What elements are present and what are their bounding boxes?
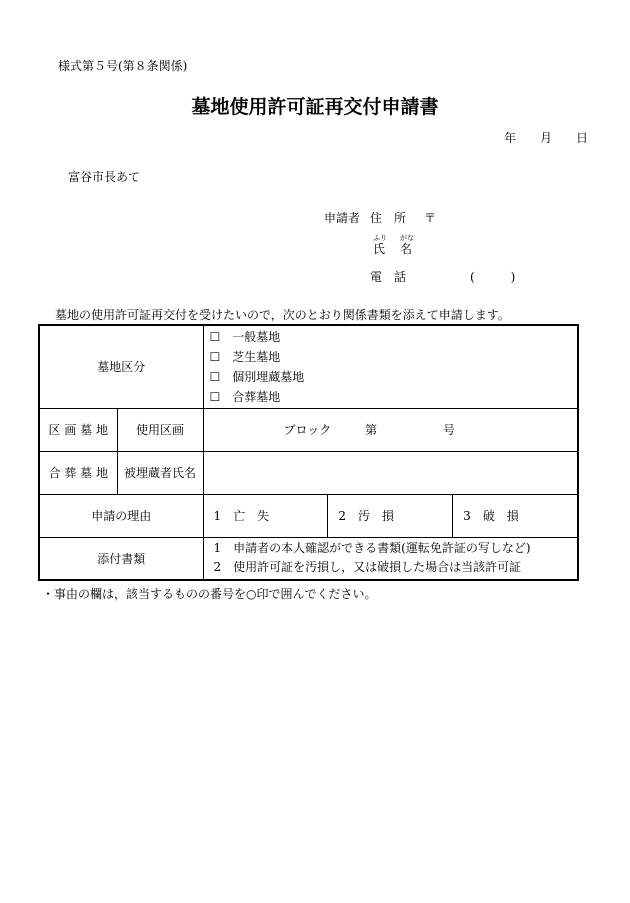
category-option-lawn[interactable]: ☐ 芝生墓地 (209, 349, 281, 364)
date-day-label: 日 (576, 131, 589, 145)
communal-plot-sublabel: 被埋蔵者氏名 (117, 451, 203, 494)
form-number: 様式第５号(第８条関係) (58, 59, 188, 73)
block-label: ブロック (283, 423, 332, 437)
name-ruby-1: ふり (373, 234, 387, 242)
category-option-individual[interactable]: ☐ 個別埋蔵墓地 (209, 369, 305, 384)
phone-parens: ( ) (470, 270, 516, 284)
name-label-2: 名 (400, 242, 413, 256)
attachments-list (203, 537, 578, 580)
date-month-label: 月 (540, 131, 553, 145)
application-form-table (38, 324, 579, 581)
applicant-label: 申請者 (324, 211, 361, 225)
attachment-item-1: 1 申請者の本人確認ができる書類(運転免許証の写しなど) (213, 541, 531, 556)
footnote: ・事由の欄は，該当するものの番号を○印で囲んでください。 (42, 587, 377, 601)
category-label: 墓地区分 (39, 325, 203, 408)
number-prefix: 第 (365, 423, 378, 437)
section-plot-sublabel: 使用区画 (117, 408, 203, 451)
name-label-1: 氏 (373, 242, 386, 256)
attachments-row (39, 537, 578, 580)
section-plot-row (39, 408, 578, 451)
reason-options (203, 494, 578, 537)
category-options (203, 325, 578, 408)
page-title: 墓地使用許可証再交付申請書 (191, 96, 439, 118)
attachment-item-2: 2 使用許可証を汚損し，又は破損した場合は当該許可証 (213, 560, 522, 575)
communal-plot-row (39, 451, 578, 494)
reason-option-soiled[interactable]: 2 汚 損 (327, 495, 452, 537)
section-plot-label: 区 画 墓 地 (39, 408, 117, 451)
number-suffix: 号 (442, 423, 455, 437)
postal-mark: 〒 (424, 211, 437, 225)
reason-label: 申請の理由 (39, 494, 203, 537)
date-year-label: 年 (504, 131, 517, 145)
attachments-label: 添付書類 (39, 537, 203, 580)
category-option-general[interactable]: ☐ 一般墓地 (209, 329, 281, 344)
address-label: 住 所 (370, 211, 407, 225)
category-option-communal[interactable]: ☐ 合葬墓地 (209, 389, 281, 404)
section-plot-value[interactable] (203, 408, 578, 451)
name-ruby-2: がな (400, 234, 414, 242)
phone-label: 電 話 (370, 270, 407, 284)
reason-row (39, 494, 578, 537)
reason-option-damaged[interactable]: 3 破 損 (452, 495, 577, 537)
intro-text: 墓地の使用許可証再交付を受けたいので，次のとおり関係書類を添えて申請します。 (55, 308, 510, 322)
interred-name-field[interactable] (203, 451, 578, 494)
category-row (39, 325, 578, 408)
reason-option-lost[interactable]: 1 亡 失 (213, 509, 270, 523)
addressee: 富谷市長あて (68, 170, 141, 184)
communal-plot-label: 合 葬 墓 地 (39, 451, 117, 494)
